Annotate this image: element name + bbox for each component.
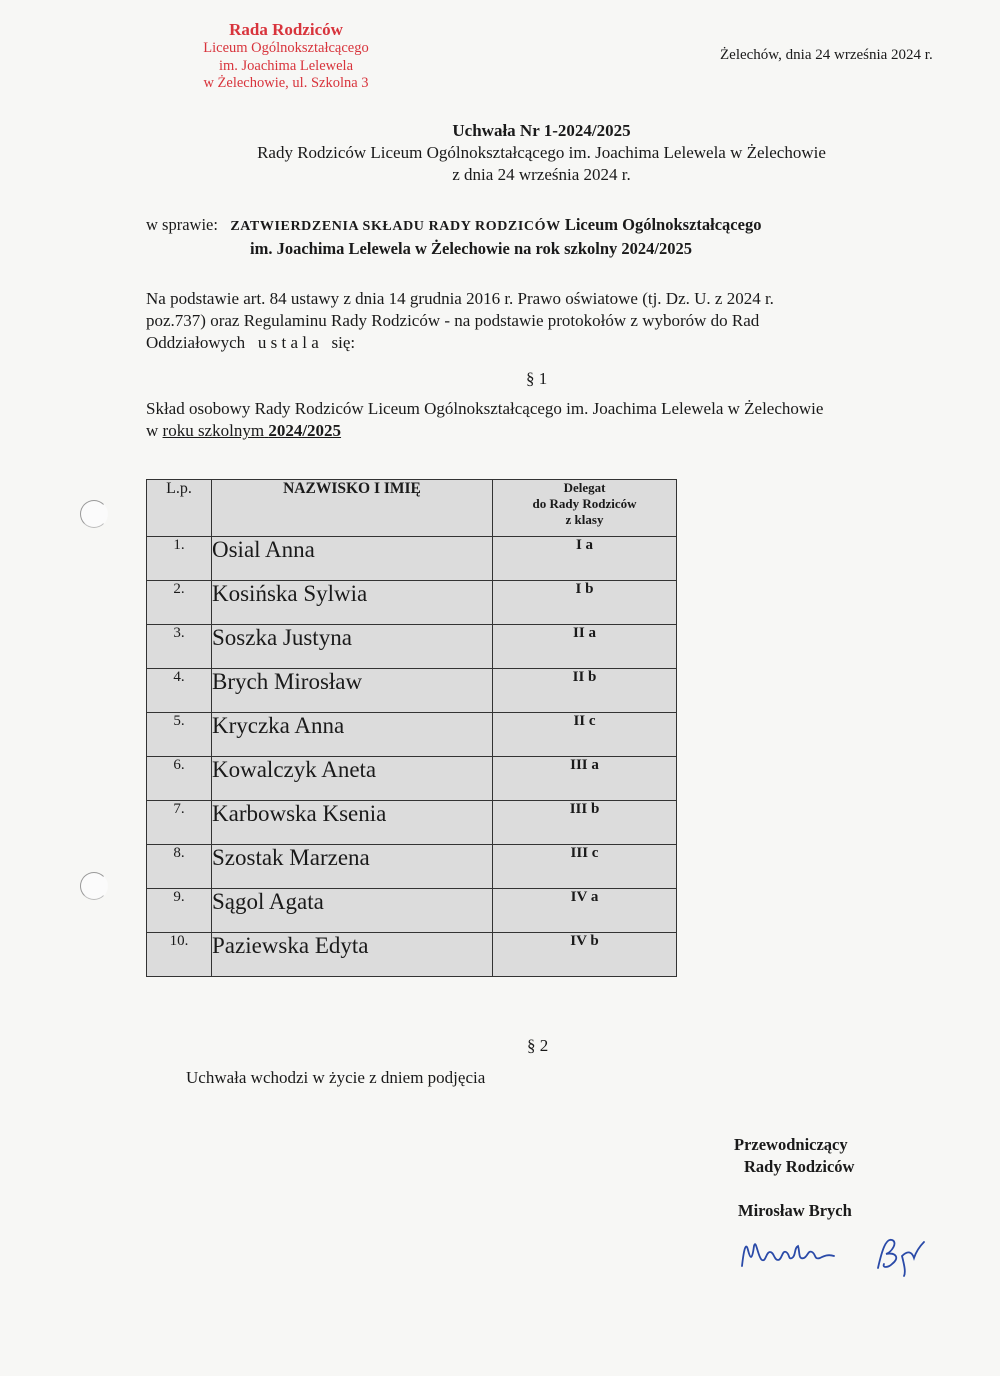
- signatory-role-line-2: Rady Rodziców: [744, 1157, 855, 1176]
- row-name: Paziewska Edyta: [212, 933, 493, 977]
- punch-hole: [80, 872, 108, 900]
- header-name: NAZWISKO I IMIĘ: [212, 480, 493, 537]
- row-name: Kowalczyk Aneta: [212, 757, 493, 801]
- legal-basis-paragraph: [146, 288, 946, 354]
- header-delegate-line-3: z klasy: [565, 512, 604, 527]
- table-row: [147, 537, 677, 581]
- council-members-table: [146, 479, 677, 977]
- table-row: [147, 669, 677, 713]
- subject-rest: Liceum Ogólnokształcącego: [564, 215, 762, 234]
- section-1-prefix: w: [146, 421, 159, 440]
- stamp-title: Rada Rodziców: [229, 20, 343, 39]
- header-delegate-line-1: Delegat: [563, 480, 606, 495]
- row-name: Kosińska Sylwia: [212, 581, 493, 625]
- row-name: Szostak Marzena: [212, 845, 493, 889]
- signatory-name: Mirosław Brych: [738, 1201, 852, 1220]
- handwritten-signature: [736, 1228, 936, 1278]
- table-row: [147, 713, 677, 757]
- table-row: [147, 933, 677, 977]
- punch-hole: [80, 500, 108, 528]
- legal-basis-line-2: poz.737) oraz Regulaminu Rady Rodziców - na podstawie protokołów z wyborów do Rad: [146, 311, 760, 330]
- header-delegate: [493, 480, 677, 537]
- resolution-date: z dnia 24 września 2024 r.: [452, 165, 631, 184]
- organization-stamp: [188, 20, 384, 93]
- subject-caps: ZATWIERDZENIA SKŁADU RADY RODZICÓW: [230, 219, 561, 234]
- legal-basis-line-3b: u s t a l a: [257, 333, 319, 352]
- row-class: III c: [493, 845, 677, 889]
- row-name: Soszka Justyna: [212, 625, 493, 669]
- table-row: [147, 757, 677, 801]
- row-name: Karbowska Ksenia: [212, 801, 493, 845]
- stamp-line-2: im. Joachima Lelewela: [218, 57, 354, 74]
- signatory-block: [734, 1134, 854, 1222]
- row-name: Osial Anna: [212, 537, 493, 581]
- row-lp: 1.: [147, 537, 212, 581]
- row-lp: 8.: [147, 845, 212, 889]
- resolution-subject: [146, 214, 761, 260]
- section-1-mark: § 1: [526, 369, 548, 388]
- table-row: [147, 845, 677, 889]
- subject-prefix: w sprawie:: [146, 215, 218, 234]
- section-2-mark: § 2: [527, 1036, 549, 1055]
- row-lp: 2.: [147, 581, 212, 625]
- header-lp: L.p.: [147, 480, 212, 537]
- table-row: [147, 889, 677, 933]
- resolution-issuer: Rady Rodziców Liceum Ogólnokształcącego im. Joachima Lelewela w Żelechowie: [257, 143, 826, 162]
- section-1-year: 2024/2025: [268, 421, 342, 440]
- table-row: [147, 581, 677, 625]
- row-lp: 5.: [147, 713, 212, 757]
- row-lp: 6.: [147, 757, 212, 801]
- resolution-title: Uchwała Nr 1-2024/2025: [452, 121, 631, 140]
- row-name: Brych Mirosław: [212, 669, 493, 713]
- row-class: I b: [493, 581, 677, 625]
- row-class: IV b: [493, 933, 677, 977]
- row-lp: 9.: [147, 889, 212, 933]
- row-class: IV a: [493, 889, 677, 933]
- table-row: [147, 625, 677, 669]
- row-lp: 4.: [147, 669, 212, 713]
- stamp-line-3: w Żelechowie, ul. Szkolna 3: [203, 75, 369, 91]
- table-row: [147, 801, 677, 845]
- header-delegate-line-2: do Rady Rodziców: [532, 496, 637, 511]
- legal-basis-line-3c: się:: [331, 333, 356, 352]
- section-2-text: Uchwała wchodzi w życie z dniem podjęcia: [186, 1068, 486, 1087]
- signatory-role-line-1: Przewodniczący: [734, 1135, 848, 1154]
- row-lp: 7.: [147, 801, 212, 845]
- section-1-underlined: roku szkolnym: [162, 421, 265, 440]
- stamp-line-1: Liceum Ogólnokształcącego: [203, 40, 369, 56]
- legal-basis-line-1: Na podstawie art. 84 ustawy z dnia 14 grudnia 2016 r. Prawo oświatowe (tj. Dz. U. z 2024 r.: [146, 289, 774, 308]
- row-class: II c: [493, 713, 677, 757]
- row-class: II a: [493, 625, 677, 669]
- row-lp: 10.: [147, 933, 212, 977]
- resolution-header: [0, 120, 1000, 186]
- row-lp: 3.: [147, 625, 212, 669]
- row-class: III b: [493, 801, 677, 845]
- row-class: II b: [493, 669, 677, 713]
- legal-basis-line-3a: Oddziałowych: [146, 333, 246, 352]
- row-name: Sągol Agata: [212, 889, 493, 933]
- row-name: Kryczka Anna: [212, 713, 493, 757]
- document-date: Żelechów, dnia 24 września 2024 r.: [720, 47, 933, 63]
- row-class: I a: [493, 537, 677, 581]
- row-class: III a: [493, 757, 677, 801]
- section-1-text: [146, 398, 946, 442]
- section-1-line-1: Skład osobowy Rady Rodziców Liceum Ogólnokształcącego im. Joachima Lelewela w Żelechowie: [146, 399, 824, 418]
- subject-line-2: im. Joachima Lelewela w Żelechowie na rok szkolny 2024/2025: [250, 239, 692, 258]
